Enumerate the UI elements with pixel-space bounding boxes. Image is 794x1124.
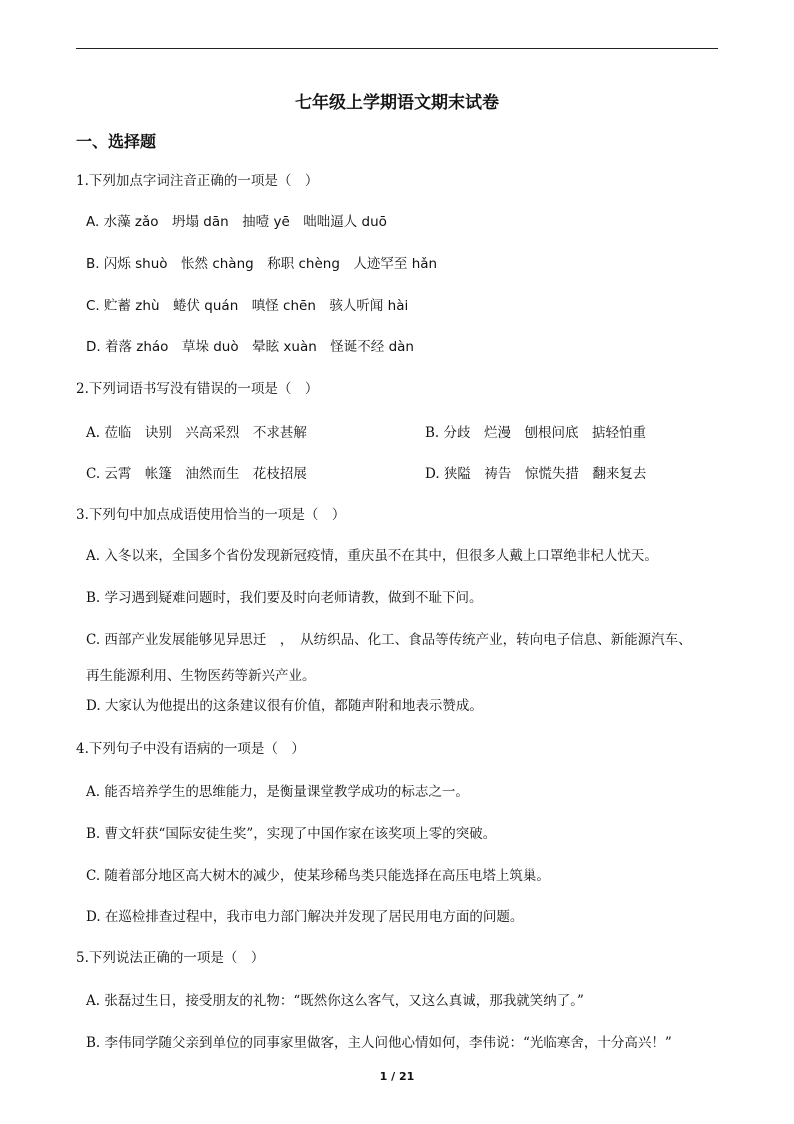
question-2-option-c[interactable]: C. 云霄 帐篷 油然而生 花枝招展 <box>86 466 307 482</box>
question-2-option-b[interactable]: B. 分歧 烂漫 刨根问底 掂轻怕重 <box>425 425 647 441</box>
page-title: 七年级上学期语文期末试卷 <box>295 93 499 113</box>
question-4-option-b[interactable]: B. 曹文轩获“国际安徒生奖”，实现了中国作家在该奖项上零的突破。 <box>86 826 497 842</box>
question-3-option-b[interactable]: B. 学习遇到疑难问题时，我们要及时向老师请教，做到不耻下问。 <box>86 590 483 606</box>
question-3-option-c[interactable]: C. 西部产业发展能够见异思迁 ， 从纺织品、化工、食品等传统产业，转向电子信息、新能源汽车、 <box>86 632 692 648</box>
question-1-stem: 1.下列加点字词注音正确的一项是（ ） <box>76 173 319 189</box>
question-5-option-b[interactable]: B. 李伟同学随父亲到单位的同事家里做客，主人问他心情如何，李伟说：“光临寒舍，十分高兴！” <box>86 1035 672 1051</box>
question-1-option-b[interactable]: B. 闪烁 shuò 怅然 chàng 称职 chèng 人迹罕至 hǎn <box>86 256 438 272</box>
question-5-stem: 5.下列说法正确的一项是（ ） <box>76 950 265 966</box>
question-2-option-d[interactable]: D. 狭隘 祷告 惊慌失措 翻来复去 <box>425 466 647 482</box>
question-4-option-a[interactable]: A. 能否培养学生的思维能力，是衡量课堂教学成功的标志之一。 <box>86 784 469 800</box>
question-4-option-d[interactable]: D. 在巡检排查过程中，我市电力部门解决并发现了居民用电方面的问题。 <box>86 909 524 925</box>
question-2-stem: 2.下列词语书写没有错误的一项是（ ） <box>76 381 319 397</box>
question-3-option-d[interactable]: D. 大家认为他提出的这条建议很有价值，都随声附和地表示赞成。 <box>86 698 483 714</box>
question-2-option-a[interactable]: A. 莅临 诀别 兴高采烈 不求甚解 <box>86 425 307 441</box>
question-3-option-c-continued: 再生能源利用、生物医药等新兴产业。 <box>86 668 316 684</box>
question-3-option-a[interactable]: A. 入冬以来，全国多个省份发现新冠疫情，重庆虽不在其中，但很多人戴上口罩绝非杞人忧天。 <box>86 548 658 564</box>
question-1-option-a[interactable]: A. 水藻 zǎo 坍塌 dān 抽噎 yē 咄咄逼人 duō <box>86 214 387 230</box>
question-5-option-a[interactable]: A. 张磊过生日，接受朋友的礼物：“既然你这么客气，又这么真诚，那我就笑纳了。” <box>86 993 584 1009</box>
question-4-stem: 4.下列句子中没有语病的一项是（ ） <box>76 741 305 757</box>
question-4-option-c[interactable]: C. 随着部分地区高大树木的减少，使某珍稀鸟类只能选择在高压电塔上筑巢。 <box>86 868 550 884</box>
header-rule <box>76 48 718 49</box>
question-3-stem: 3.下列句中加点成语使用恰当的一项是（ ） <box>76 507 346 523</box>
page-indicator: 1 / 21 <box>379 1070 415 1083</box>
question-1-option-d[interactable]: D. 着落 zháo 草垛 duò 晕眩 xuàn 怪诞不经 dàn <box>86 339 414 355</box>
question-1-option-c[interactable]: C. 贮蓄 zhù 蜷伏 quán 嗔怪 chēn 骇人听闻 hài <box>86 298 409 314</box>
section-heading: 一、选择题 <box>76 132 157 151</box>
